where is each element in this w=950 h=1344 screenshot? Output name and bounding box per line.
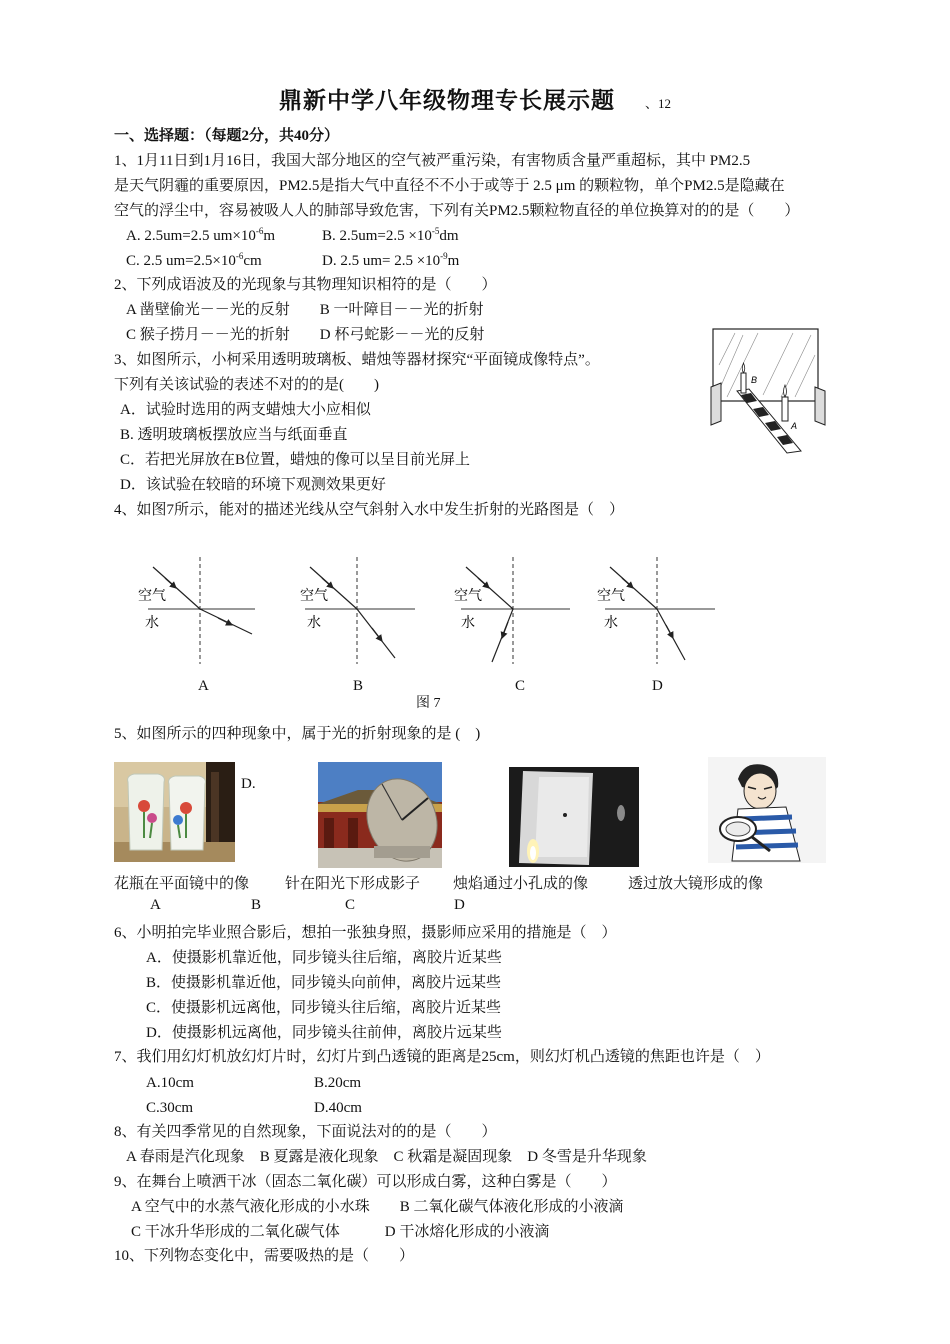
air-label-a: 空气 (138, 587, 166, 603)
q7-option-b: B.20cm (314, 1075, 362, 1091)
plane-mirror-figure (703, 325, 833, 455)
q5-caption-a: 花瓶在平面镜中的像 (114, 876, 250, 892)
q7-option-c: C.30cm (146, 1100, 194, 1116)
exam-title (0, 82, 950, 115)
q5-d-mark: D. (241, 776, 256, 792)
section-heading: 一、选择题：（每题2分，共40分） (114, 128, 340, 144)
pinhole-photo (509, 767, 639, 867)
q4-label-c: C (515, 678, 526, 694)
q3-option-b: B. 透明玻璃板摆放应当与纸面垂直 (120, 427, 348, 443)
air-label-c: 空气 (454, 587, 482, 603)
candle-b (741, 373, 746, 393)
title-text: 鼎新中学八年级物理专长展示题 (278, 88, 615, 113)
diagram-b (300, 557, 415, 664)
q1-line1: 1、1月11日到1月16日，我国大部分地区的空气被严重污染，有害物质含量严重超标，其中 PM2.5 (114, 153, 751, 169)
title-note: 、12 (644, 96, 671, 111)
q6-stem: 6、小明拍完毕业照合影后，想拍一张独身照，摄影师应采用的措施是（ ） (114, 925, 617, 941)
figure7-caption: 图 7 (416, 696, 441, 711)
q1-line2: 是天气阴霾的重要原因，PM2.5是指大气中直径不不小于或等于 2.5 μm 的颗粒物，单个PM2.5是隐藏在 (114, 178, 785, 194)
q5-label-a: A (150, 897, 161, 913)
q5-stem: 5、如图所示的四种现象中，属于光的折射现象的是 ( ) (114, 726, 481, 742)
vase-mirror-photo (114, 762, 235, 862)
q10-stem: 10、下列物态变化中，需要吸热的是（ ） (114, 1248, 415, 1264)
sundial-photo (318, 762, 442, 868)
q5-caption-b: 针在阳光下形成影子 (285, 876, 421, 892)
q9-options-ab: A 空气中的水蒸气液化形成的小水珠 B 二氧化碳气体液化形成的小液滴 (131, 1199, 624, 1215)
q6-option-d: D．使摄影机远离他，同步镜头往前伸，离胶片远某些 (146, 1025, 502, 1041)
left-stand (711, 383, 721, 425)
q9-options-cd: C 干冰升华形成的二氧化碳气体 D 干冰熔化形成的小液滴 (131, 1224, 550, 1240)
q7-option-a: A.10cm (146, 1075, 194, 1091)
label-b: B (751, 375, 758, 385)
q5-caption-c: 烛焰通过小孔成的像 (453, 876, 589, 892)
q1-line3: 空气的浮尘中，容易被吸人人的肺部导致危害，下列有关PM2.5颗粒物直径的单位换算对的的是（ ） (114, 203, 800, 219)
q1-option-c: C. 2.5 $um=2.5\times 10^{-6}cm$ (126, 251, 262, 269)
q2-options-cd: C 猴子捞月－－光的折射 D 杯弓蛇影－－光的反射 (126, 327, 485, 343)
q6-option-b: B．使摄影机靠近他，同步镜头向前伸，离胶片远某些 (146, 975, 502, 991)
water-label-c: 水 (461, 614, 475, 630)
diagram-c (454, 557, 570, 664)
air-label-d: 空气 (597, 587, 625, 603)
q8-options: A 春雨是汽化现象 B 夏露是液化现象 C 秋霜是凝固现象 D 冬雪是升华现象 (126, 1149, 647, 1165)
diagram-a (138, 557, 255, 664)
q3-line1: 3、如图所示，小柯采用透明玻璃板、蜡烛等器材探究“平面镜成像特点”。 (114, 352, 600, 368)
air-label-b: 空气 (300, 587, 328, 603)
q1-option-a: A. 2.5um=2.5 $um\times 10^{-6}m$ (126, 226, 276, 244)
right-stand (815, 387, 825, 425)
q5-label-d: D (454, 897, 465, 913)
q1-option-b: B. $2.5um=2.5 \times 10^{-5}dm$ (322, 226, 459, 244)
q4-label-b: B (353, 678, 364, 694)
label-a: A (791, 421, 798, 431)
q3-option-d: D．该试验在较暗的环境下观测效果更好 (120, 477, 386, 493)
q2-options-ab: A 凿壁偷光－－光的反射 B 一叶障目－－光的折射 (126, 302, 484, 318)
water-label-d: 水 (604, 614, 618, 630)
q1-option-d: D. 2.5 $um= 2.5 \times 10^{-9}m$ (322, 251, 460, 269)
diagram-d (597, 557, 715, 664)
q7-stem: 7、我们用幻灯机放幻灯片时，幻灯片到凸透镜的距离是25cm，则幻灯机凸透镜的焦距也许是（ ） (114, 1049, 770, 1065)
q3-option-c: C．若把光屏放在B位置，蜡烛的像可以呈目前光屏上 (120, 452, 471, 468)
magnifier-cartoon (708, 757, 826, 863)
candle-a (782, 397, 788, 421)
q9-stem: 9、在舞台上喷洒干冰（固态二氧化碳）可以形成白雾，这种白雾是（ ） (114, 1174, 617, 1190)
q4-label-d: D (652, 678, 663, 694)
q5-label-c: C (345, 897, 356, 913)
q8-stem: 8、有关四季常见的自然现象，下面说法对的的是（ ） (114, 1124, 497, 1140)
refraction-diagrams (120, 552, 730, 672)
q5-caption-d: 透过放大镜形成的像 (628, 876, 764, 892)
q4-label-a: A (198, 678, 209, 694)
q4-stem: 4、如图7所示，能对的描述光线从空气斜射入水中发生折射的光路图是（ ） (114, 502, 625, 518)
q6-option-c: C．使摄影机远离他，同步镜头往后缩，离胶片近某些 (146, 1000, 502, 1016)
q3-line2: 下列有关该试验的表述不对的的是( ) (114, 377, 379, 393)
q7-option-d: D.40cm (314, 1100, 362, 1116)
water-label-b: 水 (307, 614, 321, 630)
q3-option-a: A．试验时选用的两支蜡烛大小应相似 (120, 402, 371, 418)
q6-option-a: A．使摄影机靠近他，同步镜头往后缩，离胶片近某些 (146, 950, 502, 966)
q5-label-b: B (251, 897, 262, 913)
q2-stem: 2、下列成语波及的光现象与其物理知识相符的是（ ） (114, 277, 497, 293)
water-label-a: 水 (145, 614, 159, 630)
